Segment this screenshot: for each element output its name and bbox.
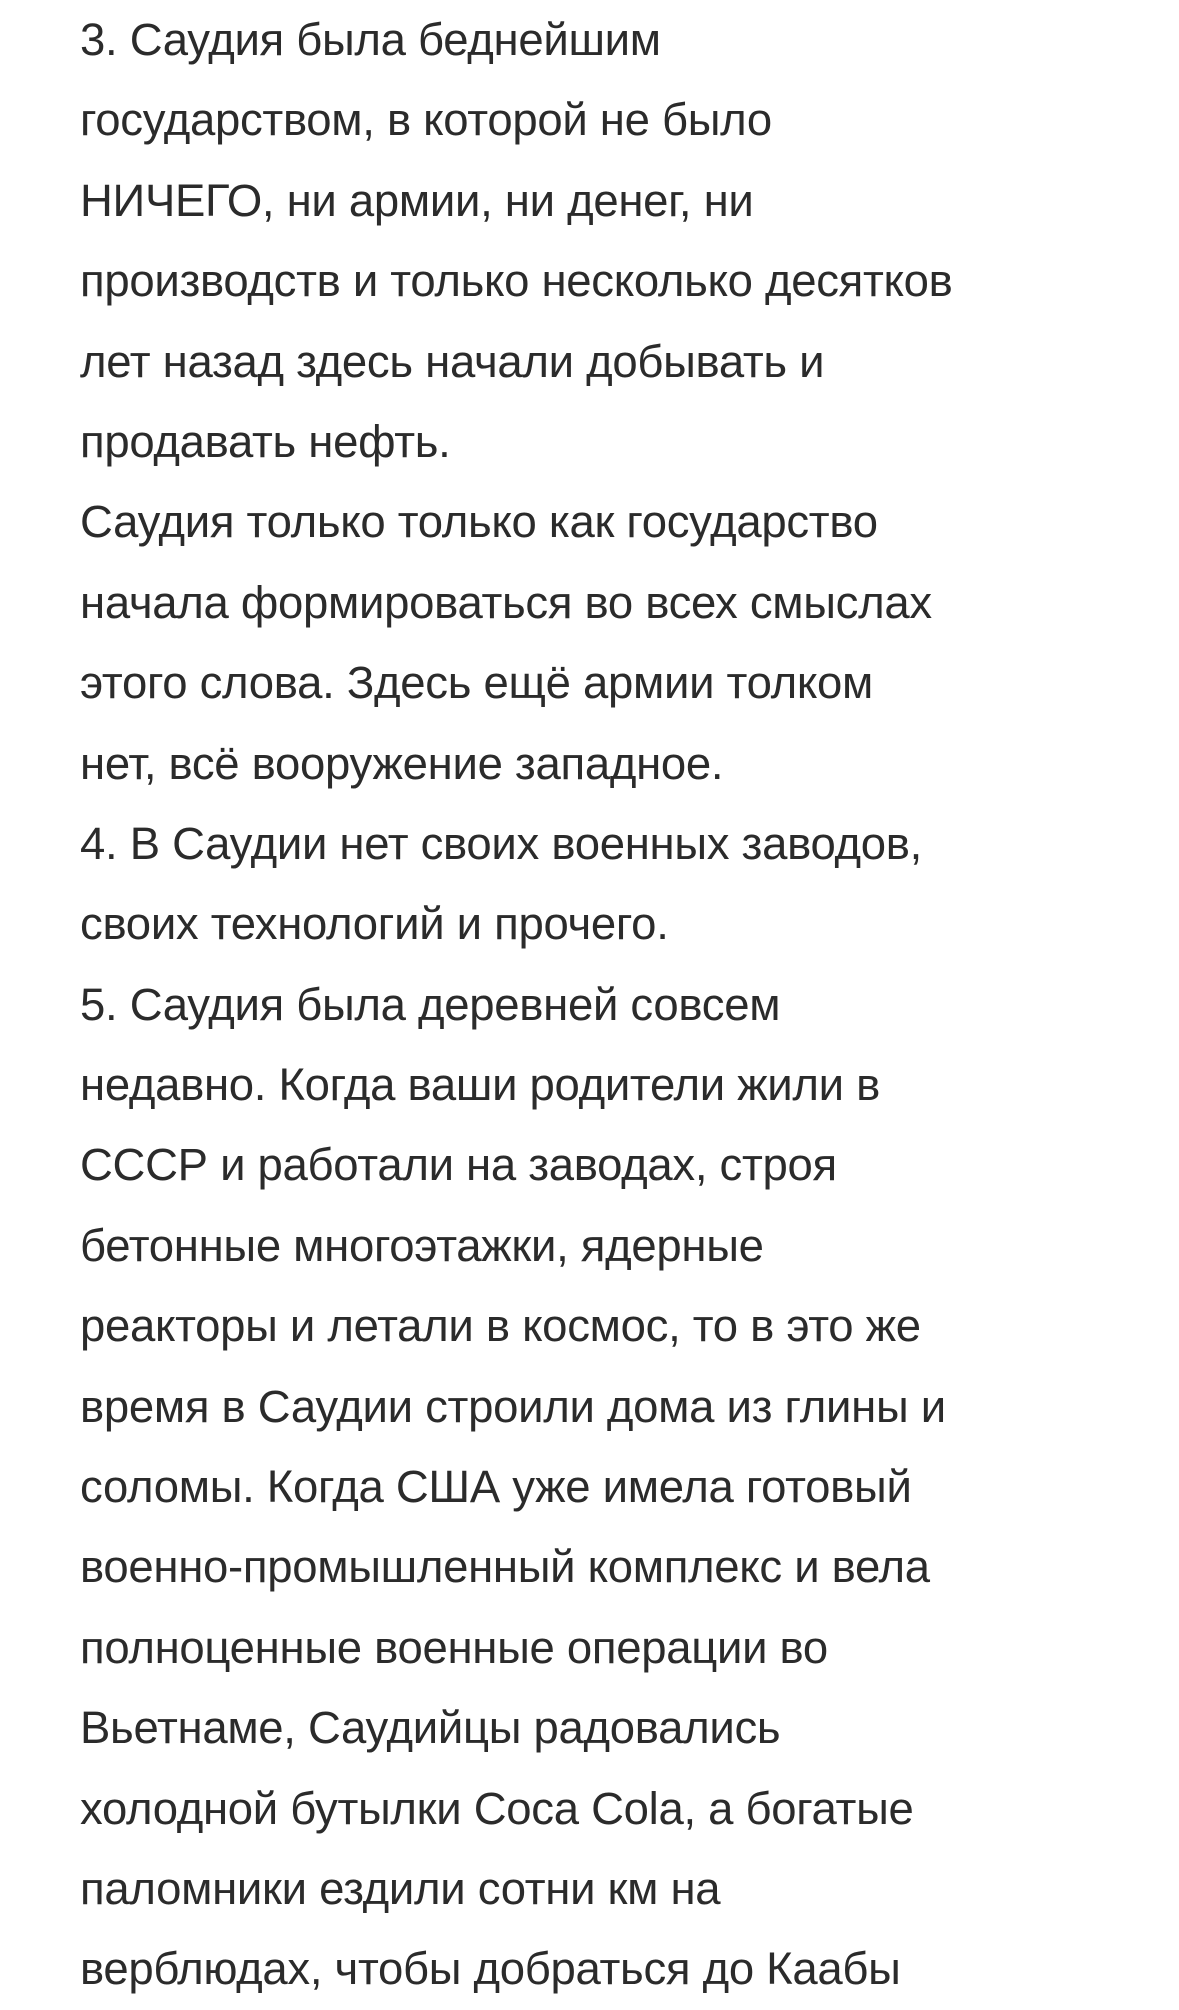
text-line: СССР и работали на заводах, строя [80, 1139, 837, 1191]
text-line: своих технологий и прочего. [80, 898, 669, 950]
text-line: государством, в которой не было [80, 94, 772, 146]
text-line: реакторы и летали в космос, то в это же [80, 1300, 921, 1352]
text-line: военно-промышленный комплекс и вела [80, 1541, 930, 1593]
text-line: полноценные военные операции во [80, 1621, 828, 1673]
text-line: 5. Саудия была деревней совсем [80, 978, 781, 1030]
text-line: НИЧЕГО, ни армии, ни денег, ни [80, 174, 754, 226]
text-line: Саудия только только как государство [80, 496, 878, 548]
text-line: бетонные многоэтажки, ядерные [80, 1219, 764, 1271]
text-line: производств и только несколько десятков [80, 255, 953, 307]
text-line: верблюдах, чтобы добраться до Каабы [80, 1943, 901, 1995]
text-line: 4. В Саудии нет своих военных заводов, [80, 817, 922, 869]
text-line: Вьетнаме, Саудийцы радовались [80, 1702, 781, 1754]
text-line: начала формироваться во всех смыслах [80, 576, 932, 628]
text-line: время в Саудии строили дома из глины и [80, 1380, 946, 1432]
text-line: паломники ездили сотни км на [80, 1862, 721, 1914]
text-line: соломы. Когда США уже имела готовый [80, 1461, 912, 1513]
text-line: холодной бутылки Coca Cola, а богатые [80, 1782, 914, 1834]
article-text [80, 0, 1160, 2010]
text-line: нет, всё вооружение западное. [80, 737, 724, 789]
text-line: 3. Саудия была беднейшим [80, 14, 661, 65]
text-line: лет назад здесь начали добывать и [80, 335, 825, 387]
text-line: этого слова. Здесь ещё армии толком [80, 657, 873, 709]
text-line: продавать нефть. [80, 415, 451, 467]
text-line: недавно. Когда ваши родители жили в [80, 1059, 880, 1111]
